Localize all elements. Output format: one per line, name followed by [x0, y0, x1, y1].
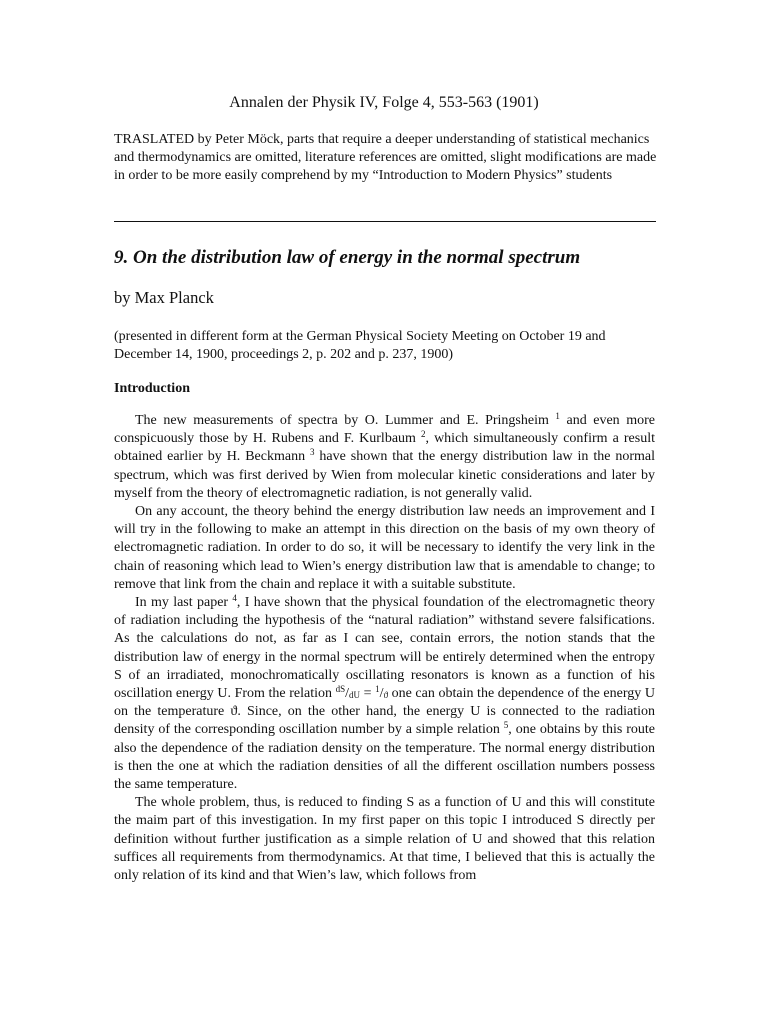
presentation-note: (presented in different form at the German Physical Society Meeting on October 19 and December 14, 1900, proceedings 2, p. 202 and p. 237, 1900)	[114, 329, 606, 362]
relation-one: 1	[375, 684, 380, 695]
paragraph-2: On any account, the theory behind the energy distribution law needs an improvement and I will try in the following to make an attempt in this direction on the basis of my own theory of electromagnetic radiation. In order to do so, it will be necessary to identify the very link in the chain of reasoning which lead to Wien’s energy distribution law that is amendable to change; to remove that link from the chain and replace it with a suitable substitute.	[114, 504, 655, 592]
paragraph-3	[114, 594, 655, 794]
footnote-ref-3: 3	[310, 447, 315, 458]
paragraph-1-text-a: The new measurements of spectra by O. Lummer and E. Pringsheim	[135, 413, 556, 428]
section-heading: Introduction	[114, 381, 190, 396]
footnote-ref-5: 5	[503, 720, 509, 731]
horizontal-divider	[114, 221, 656, 222]
paragraph-3-text-d: , one obtains by this route also the dependence of the radiation density on the temperature. The normal energy distribution is then the one at which the radiation densities of all the different oscillation numbers possess the same temperature.	[114, 722, 655, 793]
relation-ds: dS	[335, 684, 346, 695]
footnote-ref-2: 2	[421, 429, 426, 440]
footnote-ref-1: 1	[555, 411, 560, 421]
paragraph-1	[114, 412, 655, 503]
relation-theta: ϑ	[383, 690, 388, 701]
entropy-relation	[336, 686, 388, 701]
article-title: 9. On the distribution law of energy in the normal spectrum	[114, 247, 581, 268]
paragraph-3-text-b: , I have shown that the physical foundation of the electromagnetic theory of radiation including the hypothesis of the “natural radiation” withstand severe falsifications. As the calculations do not, as far as I can see, contain errors, the notion stands that the distribution law of energy in the normal spectrum will be entirely determined when the entropy S of an irradiated, monochromatically oscillating resonators is known as a function of his oscillation energy U. From the relation	[114, 595, 655, 702]
author-byline: by Max Planck	[114, 288, 214, 307]
relation-slash-2: /	[379, 686, 384, 702]
footnote-ref-4: 4	[232, 593, 237, 604]
paragraph-1-text-b: and even more conspicuously those by H. Rubens and F. Kurlbaum	[114, 413, 655, 447]
paragraph-3-text-c: one can obtain the dependence of the energy U on the temperature ϑ. Since, on the other hand, the energy U is connected to the radiation density of the corresponding oscillation number by a simple relation	[114, 686, 655, 738]
translator-note: TRASLATED by Peter Möck, parts that require a deeper understanding of statistical mechanics and thermodynamics are omitted, literature references are omitted, slight modifications are made in order to be more easily comprehend by my “Introduction to Modern Physics” students	[114, 132, 657, 183]
relation-equals: =	[360, 686, 376, 702]
journal-reference: Annalen der Physik IV, Folge 4, 553-563 (1901)	[229, 94, 539, 111]
paragraph-3-text-a: In my last paper	[135, 595, 233, 611]
body-text	[114, 412, 655, 885]
paragraph-1-text-c: , which simultaneously confirm a result obtained earlier by H. Beckmann	[114, 431, 655, 465]
relation-slash-1: /	[345, 686, 350, 702]
relation-du: dU	[349, 690, 361, 701]
paragraph-4: The whole problem, thus, is reduced to finding S as a function of U and this will constitute the maim part of this investigation. In my first paper on this topic I introduced S directly per definition without further justification as a simple relation of U and showed that this relation suffices all requirements from thermodynamics. At that time, I believed that this is actually the only relation of its kind and that Wien’s law, which follows from	[114, 795, 655, 884]
paragraph-1-text-d: have shown that the energy distribution law in the normal spectrum, which was first derived by Wien from molecular kinetic considerations and later by myself from the theory of electromagnetic radiation, is not generally valid.	[114, 449, 656, 501]
